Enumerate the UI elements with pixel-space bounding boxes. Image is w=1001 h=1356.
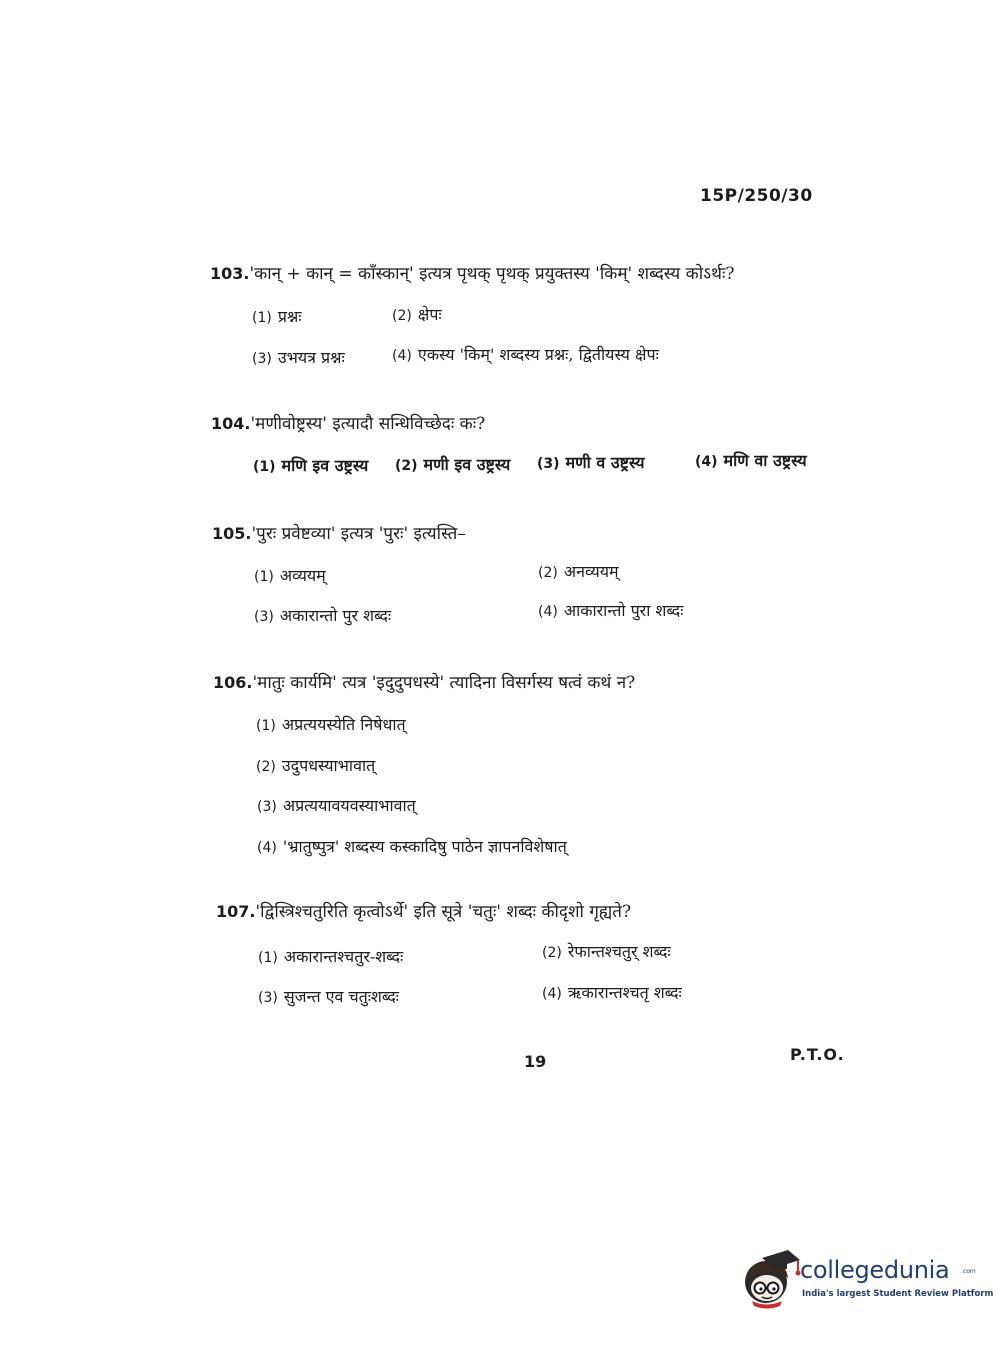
option-104-1 bbox=[253, 455, 368, 478]
option-text: अव्ययम् bbox=[279, 566, 326, 585]
option-text: सुजन्त एव चतुःशब्दः bbox=[283, 987, 399, 1006]
option-103-1 bbox=[252, 306, 302, 329]
question-106 bbox=[213, 671, 635, 695]
option-number: (2) bbox=[395, 458, 418, 474]
option-text: मणि इव उष्ट्रस्य bbox=[281, 456, 369, 475]
option-103-2 bbox=[392, 304, 442, 327]
option-text: मणी इव उष्ट्रस्य bbox=[423, 455, 511, 474]
option-number: (3) bbox=[254, 609, 274, 625]
option-number: (4) bbox=[695, 454, 718, 470]
option-text: अकारान्तो पुर शब्दः bbox=[279, 606, 392, 625]
question-105 bbox=[212, 522, 466, 546]
page-number: 19 bbox=[524, 1052, 547, 1071]
paper-code: 15P/250/30 bbox=[700, 186, 813, 206]
question-number: 105. bbox=[212, 524, 252, 543]
option-103-3 bbox=[252, 347, 345, 370]
option-104-2 bbox=[395, 454, 510, 477]
option-number: (2) bbox=[538, 565, 558, 581]
question-number: 104. bbox=[211, 414, 251, 433]
option-107-3 bbox=[258, 986, 399, 1009]
option-107-4 bbox=[542, 982, 682, 1005]
option-number: (3) bbox=[257, 799, 277, 815]
option-105-2 bbox=[538, 561, 619, 584]
option-107-2 bbox=[542, 941, 671, 964]
logo-brand-text: collegedunia bbox=[800, 1256, 950, 1284]
option-text: अप्रत्ययावयवस्याभावात् bbox=[282, 796, 416, 815]
logo-tagline: India's largest Student Review Platform bbox=[802, 1289, 994, 1299]
please-turn-over: P.T.O. bbox=[790, 1045, 845, 1064]
question-104 bbox=[211, 412, 485, 436]
option-text: क्षेपः bbox=[417, 305, 442, 324]
option-number: (3) bbox=[252, 351, 272, 367]
option-number: (3) bbox=[258, 990, 278, 1006]
collegedunia-logo bbox=[740, 1248, 994, 1312]
option-106-4 bbox=[257, 836, 567, 859]
option-text: उभयत्र प्रश्नः bbox=[277, 348, 345, 367]
option-number: (1) bbox=[252, 310, 272, 326]
question-103 bbox=[210, 262, 735, 286]
option-number: (1) bbox=[254, 569, 274, 585]
option-107-1 bbox=[258, 946, 403, 969]
option-number: (1) bbox=[258, 950, 278, 966]
option-text: अप्रत्ययस्येति निषेधात् bbox=[281, 715, 406, 734]
option-106-3 bbox=[257, 795, 416, 818]
option-105-3 bbox=[254, 605, 391, 628]
option-104-3 bbox=[537, 452, 644, 475]
question-text: 'द्विस्त्रिश्चतुरिति कृत्वोऽर्थे' इति सूत्रे 'चतुः' शब्दः कीदृशो गृह्यते? bbox=[255, 902, 632, 922]
option-number: (2) bbox=[256, 759, 276, 775]
option-text: रेफान्तश्चतुर् शब्दः bbox=[567, 942, 671, 961]
option-number: (1) bbox=[256, 718, 276, 734]
option-number: (4) bbox=[538, 604, 558, 620]
option-number: (3) bbox=[537, 456, 560, 472]
option-number: (4) bbox=[392, 348, 412, 364]
option-106-2 bbox=[256, 755, 375, 778]
option-number: (4) bbox=[257, 840, 277, 856]
option-number: (4) bbox=[542, 986, 562, 1002]
question-number: 106. bbox=[213, 673, 253, 692]
question-107 bbox=[216, 900, 631, 924]
option-text: मणी व उष्ट्रस्य bbox=[565, 453, 645, 472]
option-text: अनव्ययम् bbox=[563, 562, 619, 581]
option-text: 'भ्रातुष्पुत्र' शब्दस्य कस्कादिषु पाठेन ज्ञापनविशेषात् bbox=[282, 837, 567, 856]
question-text: 'कान् + कान् = काँस्कान्' इत्यत्र पृथक् पृथक् प्रयुक्तस्य 'किम्' शब्दस्य कोऽर्थः? bbox=[249, 264, 735, 284]
question-text: 'मणीवोष्ट्रस्य' इत्यादौ सन्धिविच्छेदः कः? bbox=[250, 414, 486, 434]
option-text: ऋकारान्तश्चतृ शब्दः bbox=[567, 983, 682, 1002]
option-104-4 bbox=[695, 450, 807, 473]
option-text: आकारान्तो पुरा शब्दः bbox=[563, 601, 684, 620]
student-mascot-icon bbox=[740, 1248, 802, 1310]
option-text: मणि वा उष्ट्रस्य bbox=[723, 451, 807, 470]
option-text: उदुपधस्याभावात् bbox=[281, 756, 376, 775]
question-number: 107. bbox=[216, 902, 256, 921]
option-text: अकारान्तश्चतुर-शब्दः bbox=[283, 947, 404, 966]
option-number: (1) bbox=[253, 459, 276, 475]
question-number: 103. bbox=[210, 264, 250, 283]
option-text: प्रश्नः bbox=[277, 307, 302, 326]
option-106-1 bbox=[256, 714, 406, 737]
option-number: (2) bbox=[542, 945, 562, 961]
option-text: एकस्य 'किम्' शब्दस्य प्रश्नः, द्वितीयस्य क्षेपः bbox=[417, 345, 659, 364]
option-105-4 bbox=[538, 600, 683, 623]
option-105-1 bbox=[254, 565, 326, 588]
logo-domain-text: .com bbox=[961, 1268, 976, 1275]
question-text: 'पुरः प्रवेष्टव्या' इत्यत्र 'पुरः' इत्यस्ति– bbox=[251, 524, 466, 544]
option-103-4 bbox=[392, 344, 659, 367]
question-text: 'मातुः कार्यमि' त्यत्र 'इदुदुपधस्ये' त्यादिना विसर्गस्य षत्वं कथं न? bbox=[252, 673, 636, 693]
option-number: (2) bbox=[392, 308, 412, 324]
